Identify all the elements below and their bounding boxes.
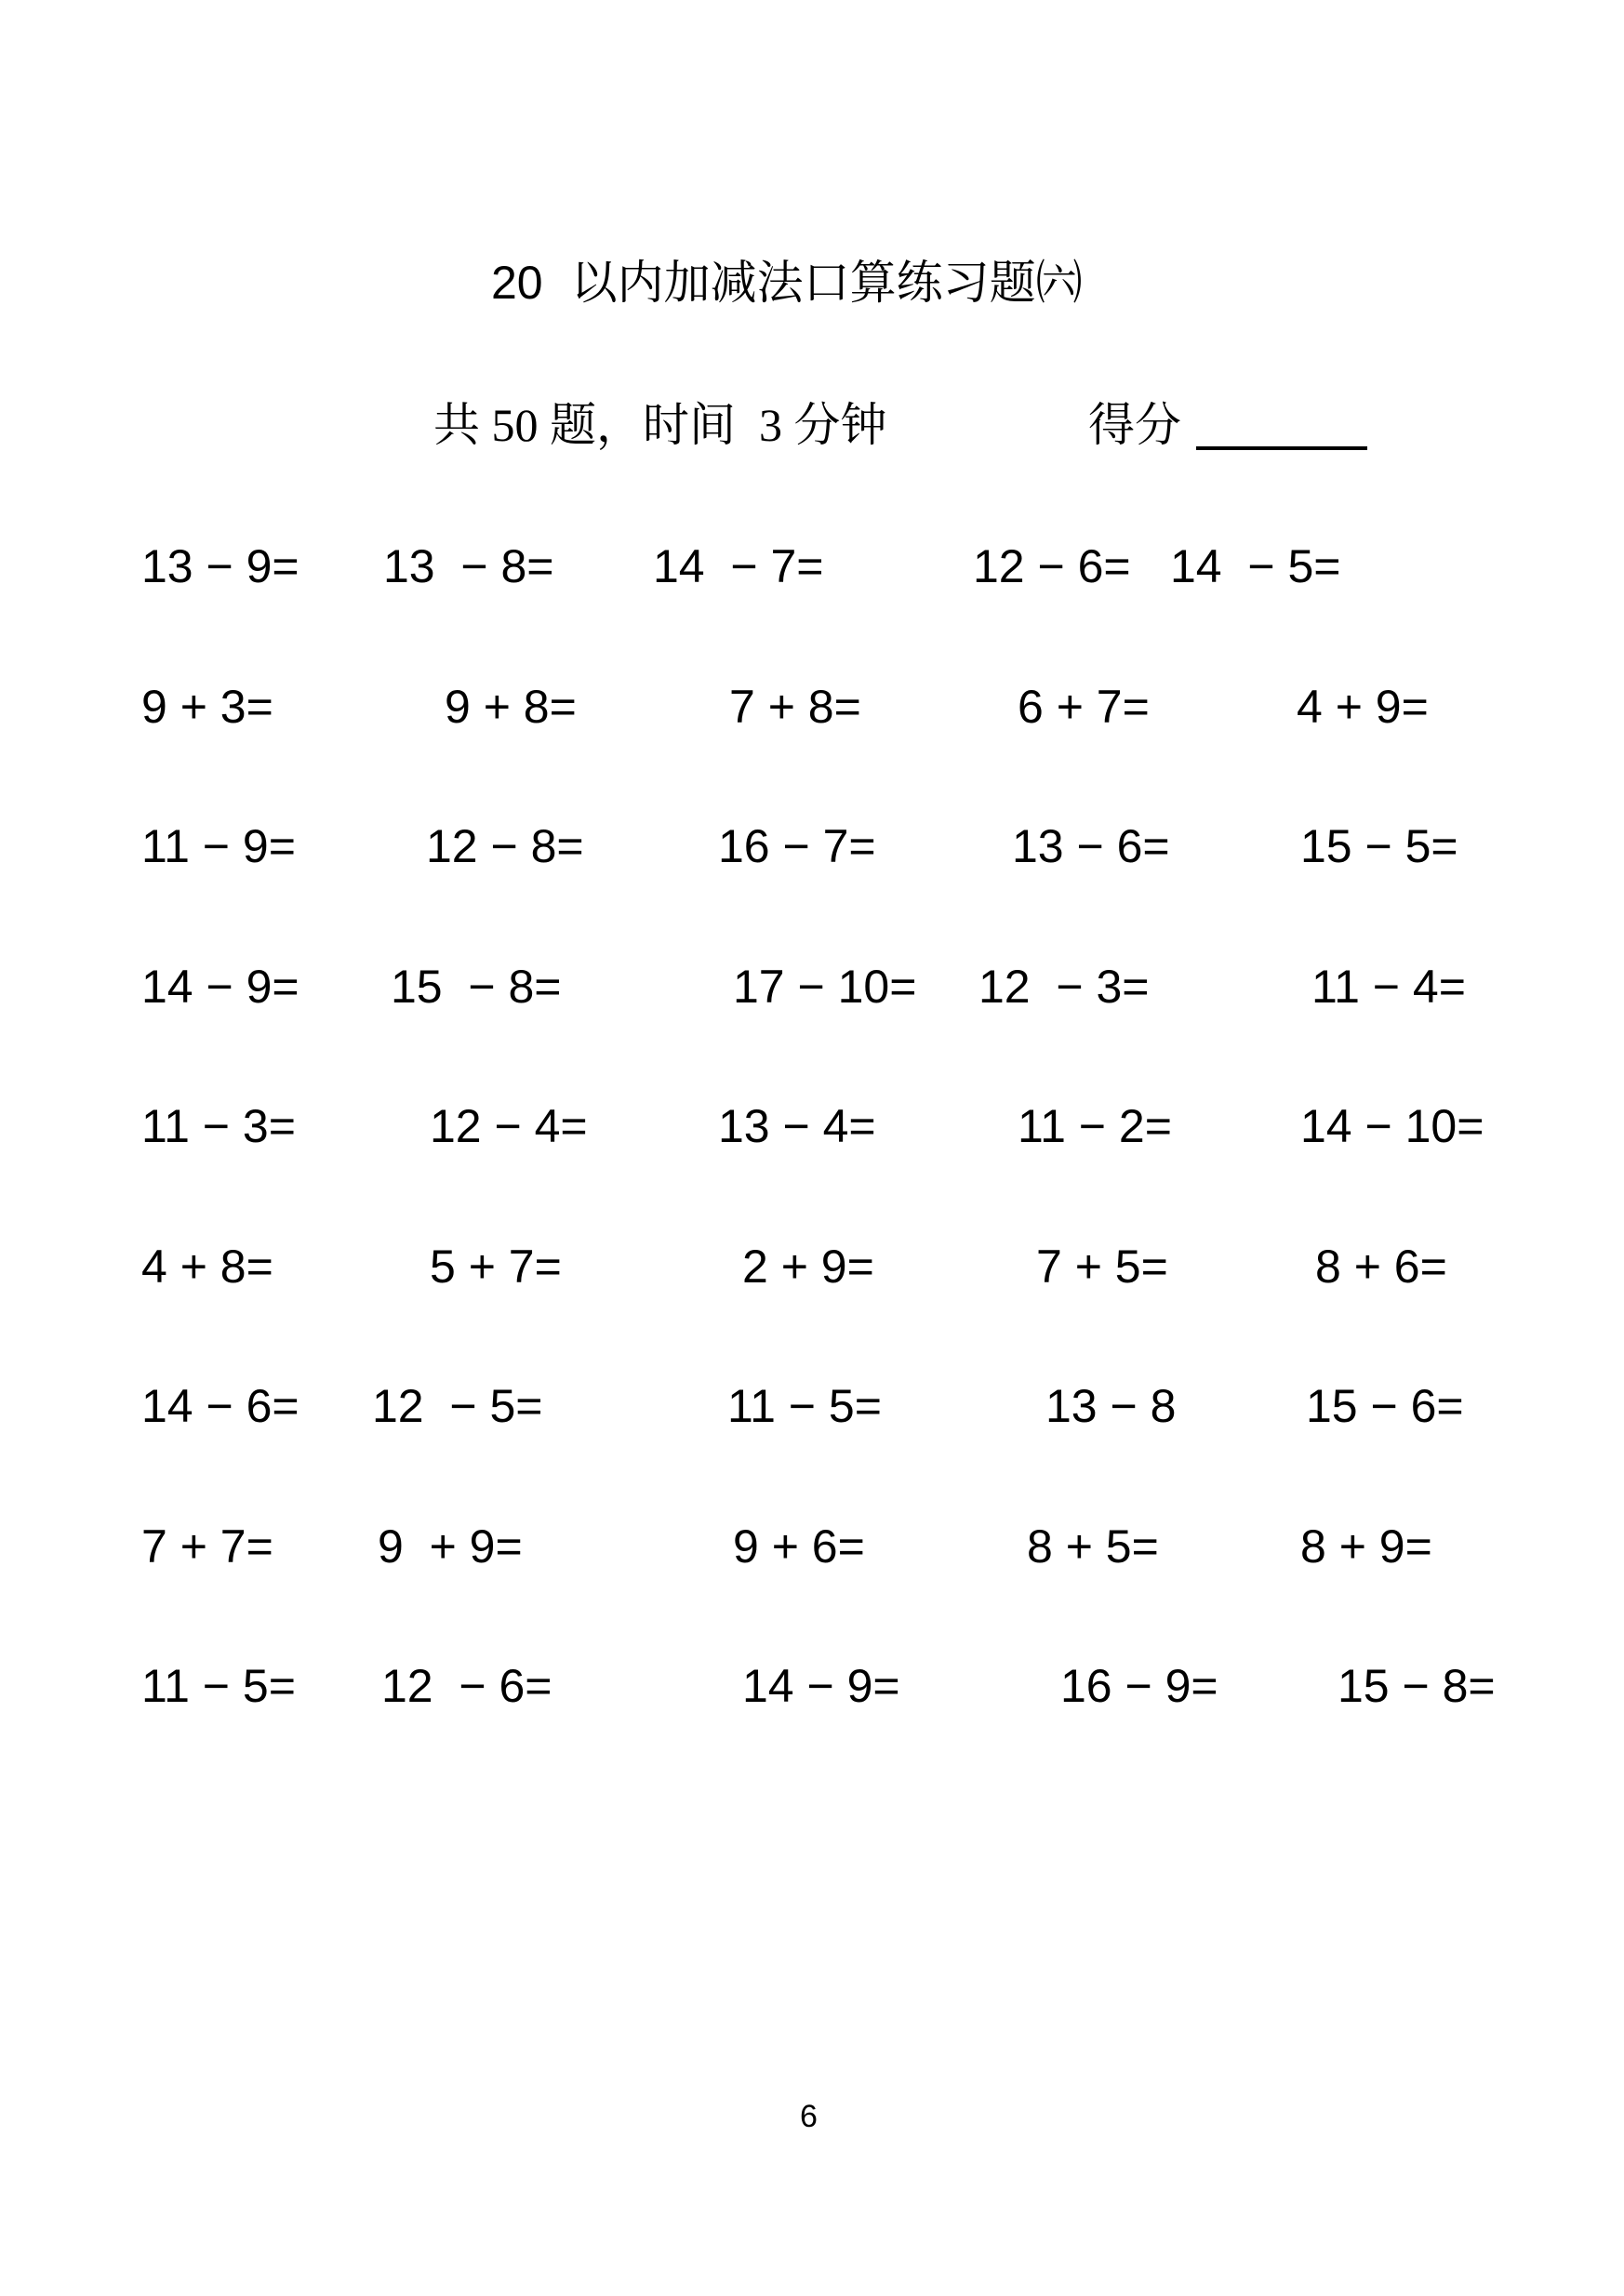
math-problem: 12 − 8= bbox=[426, 820, 584, 872]
problem-row bbox=[0, 1098, 1624, 1158]
math-problem: 8 + 9= bbox=[1300, 1520, 1432, 1573]
math-problem: 12 − 5= bbox=[372, 1380, 543, 1432]
math-problem: 15 − 8= bbox=[391, 961, 562, 1013]
problem-row bbox=[0, 538, 1624, 598]
math-problem: 16 − 7= bbox=[718, 820, 876, 872]
problem-row bbox=[0, 818, 1624, 878]
math-problem: 13 − 4= bbox=[718, 1100, 876, 1152]
math-problem: 13 − 9= bbox=[141, 540, 300, 592]
problem-row bbox=[0, 1658, 1624, 1718]
math-problem: 11 − 9= bbox=[141, 820, 296, 872]
math-problem: 11 − 5= bbox=[141, 1660, 296, 1712]
math-problem: 17 − 10= bbox=[733, 961, 917, 1013]
math-problem: 14 − 7= bbox=[653, 540, 824, 592]
math-problem: 12 − 6= bbox=[381, 1660, 552, 1712]
math-problem: 11 − 5= bbox=[727, 1380, 882, 1432]
math-problem: 7 + 7= bbox=[141, 1520, 273, 1573]
problem-row bbox=[0, 679, 1624, 738]
title-number: 20 bbox=[491, 257, 543, 309]
math-problem: 11 − 4= bbox=[1311, 961, 1466, 1013]
title-text: 以内加减法口算练习题㈥ bbox=[570, 257, 1083, 309]
math-problem: 2 + 9= bbox=[742, 1241, 874, 1293]
math-problem: 9 + 8= bbox=[445, 681, 577, 733]
math-problem: 9 + 9= bbox=[378, 1520, 523, 1573]
subtitle-info: 共 50 题，时间 3 分钟 bbox=[433, 399, 887, 451]
problem-row bbox=[0, 1519, 1624, 1578]
math-problem: 8 + 5= bbox=[1027, 1520, 1159, 1573]
problem-row bbox=[0, 1239, 1624, 1298]
math-problem: 8 + 6= bbox=[1315, 1241, 1447, 1293]
math-problem: 6 + 7= bbox=[1018, 681, 1150, 733]
math-problem: 12 − 3= bbox=[978, 961, 1150, 1013]
math-problem: 12 − 4= bbox=[430, 1100, 588, 1152]
math-problem: 14 − 6= bbox=[141, 1380, 300, 1432]
score-label: 得分 bbox=[1088, 399, 1181, 451]
math-problem: 13 − 6= bbox=[1012, 820, 1170, 872]
math-problem: 15 − 5= bbox=[1300, 820, 1458, 872]
math-problem: 9 + 6= bbox=[733, 1520, 865, 1573]
math-problem: 4 + 9= bbox=[1297, 681, 1429, 733]
math-problem: 15 − 6= bbox=[1306, 1380, 1464, 1432]
score-blank-line bbox=[1196, 446, 1367, 450]
math-problem: 16 − 9= bbox=[1060, 1660, 1218, 1712]
math-problem: 4 + 8= bbox=[141, 1241, 273, 1293]
math-problem: 13 − 8 bbox=[1045, 1380, 1177, 1432]
math-problem: 14 − 10= bbox=[1300, 1100, 1484, 1152]
page-number: 6 bbox=[800, 2099, 818, 2134]
math-problem: 7 + 5= bbox=[1036, 1241, 1168, 1293]
math-problem: 7 + 8= bbox=[729, 681, 861, 733]
math-problem: 11 − 3= bbox=[141, 1100, 296, 1152]
math-problem: 15 − 8= bbox=[1338, 1660, 1496, 1712]
math-problem: 5 + 7= bbox=[430, 1241, 562, 1293]
math-problem: 14 − 5= bbox=[1170, 540, 1341, 592]
math-problem: 14 − 9= bbox=[141, 961, 300, 1013]
math-problem: 13 − 8= bbox=[383, 540, 554, 592]
problem-row bbox=[0, 1378, 1624, 1438]
math-problem: 14 − 9= bbox=[742, 1660, 900, 1712]
worksheet-title bbox=[491, 257, 1083, 311]
math-problem: 9 + 3= bbox=[141, 681, 273, 733]
problem-row bbox=[0, 959, 1624, 1018]
worksheet-subtitle bbox=[0, 400, 1624, 465]
math-problem: 12 − 6= bbox=[973, 540, 1131, 592]
math-problem: 11 − 2= bbox=[1018, 1100, 1172, 1152]
